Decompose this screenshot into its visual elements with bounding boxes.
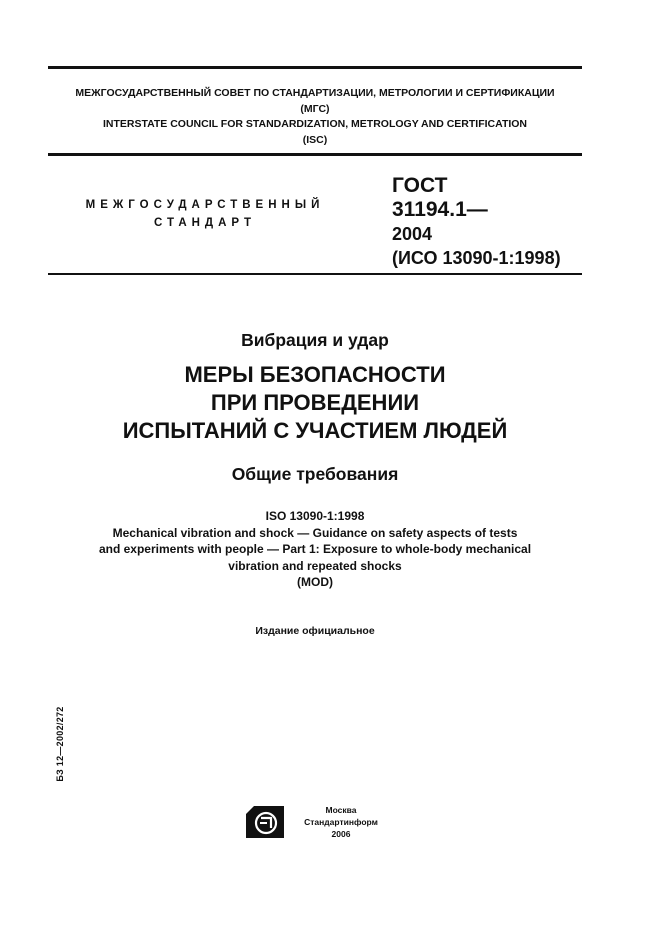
thin-rule: [48, 273, 582, 275]
standard-designation: [392, 174, 561, 270]
iso-title-line3: vibration and repeated shocks: [228, 558, 402, 573]
council-abbr-ru: (МГС): [300, 102, 330, 115]
council-header: [48, 86, 582, 148]
publisher-block: [246, 804, 386, 840]
publisher-text: [296, 804, 386, 840]
modification-mark: (MOD): [297, 575, 333, 589]
iso-number: ISO 13090-1:1998: [265, 509, 365, 523]
iso-title-line1: Mechanical vibration and shock — Guidance on safety aspects of tests: [112, 525, 518, 540]
top-rule: [48, 66, 582, 69]
iso-equivalent: (ИСО 13090-1:1998): [392, 248, 561, 268]
publisher-year: 2006: [331, 829, 351, 839]
side-code: БЗ 12—2002/272: [55, 706, 65, 782]
gost-number: 31194.1—: [392, 198, 488, 221]
standartinform-logo-icon: [246, 806, 284, 838]
main-title-line2: ПРИ ПРОВЕДЕНИИ: [210, 390, 420, 415]
standard-type-line2: СТАНДАРТ: [154, 217, 256, 229]
gost-year: 2004: [392, 224, 433, 244]
part-title: Общие требования: [231, 464, 399, 484]
subject-heading: Вибрация и удар: [241, 330, 389, 350]
standard-type-label: [60, 196, 350, 232]
main-title: [0, 361, 630, 445]
council-abbr-en: (ISC): [302, 133, 328, 146]
standard-type-line1: МЕЖГОСУДАРСТВЕННЫЙ: [85, 199, 325, 211]
middle-rule: [48, 153, 582, 156]
council-name-en: INTERSTATE COUNCIL FOR STANDARDIZATION, METROLOGY AND CERTIFICATION: [102, 118, 528, 130]
gost-prefix: ГОСТ: [392, 174, 448, 197]
edition-label: Издание официальное: [255, 625, 375, 637]
council-name-ru: МЕЖГОСУДАРСТВЕННЫЙ СОВЕТ ПО СТАНДАРТИЗАЦИИ, МЕТРОЛОГИИ И СЕРТИФИКАЦИИ: [75, 87, 555, 99]
iso-title-line2: and experiments with people — Part 1: Exposure to whole-body mechanical: [98, 542, 532, 556]
publisher-name: Стандартинформ: [304, 817, 378, 827]
main-title-line1: МЕРЫ БЕЗОПАСНОСТИ: [184, 362, 446, 387]
publisher-city: Москва: [325, 805, 357, 815]
main-title-line3: ИСПЫТАНИЙ С УЧАСТИЕМ ЛЮДЕЙ: [122, 418, 508, 443]
iso-reference: [0, 508, 630, 591]
